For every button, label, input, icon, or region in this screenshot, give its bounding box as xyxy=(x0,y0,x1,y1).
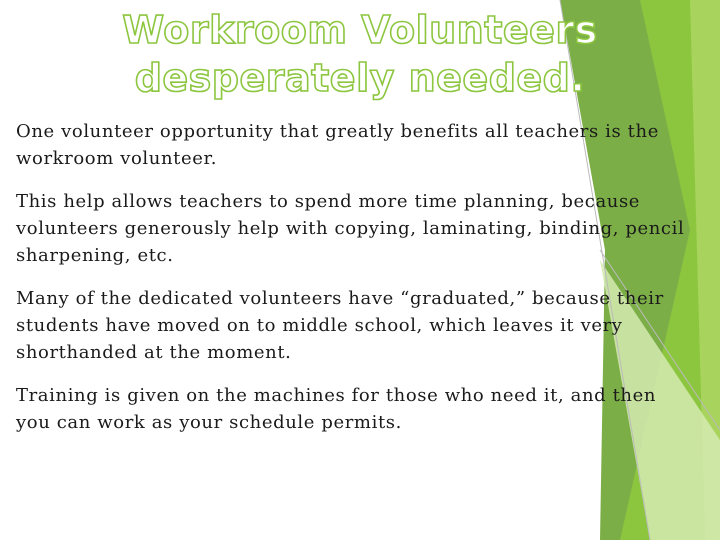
title-line-2: desperately needed. xyxy=(134,56,586,100)
slide-body xyxy=(16,118,696,452)
title-line-1: Workroom Volunteers xyxy=(122,8,598,52)
paragraph-2: This help allows teachers to spend more time planning, because volunteers generously help with copying, laminating, binding, pencil sharpening, etc. xyxy=(16,191,685,266)
slide-title xyxy=(0,6,720,102)
paragraph-1: One volunteer opportunity that greatly benefits all teachers is the workroom volunteer. xyxy=(16,121,659,169)
paragraph-3: Many of the dedicated volunteers have “graduated,” because their students have moved on to middle school, which leaves it very shorthanded at the moment. xyxy=(16,288,664,363)
paragraph-4: Training is given on the machines for those who need it, and then you can work as your schedule permits. xyxy=(16,385,657,433)
